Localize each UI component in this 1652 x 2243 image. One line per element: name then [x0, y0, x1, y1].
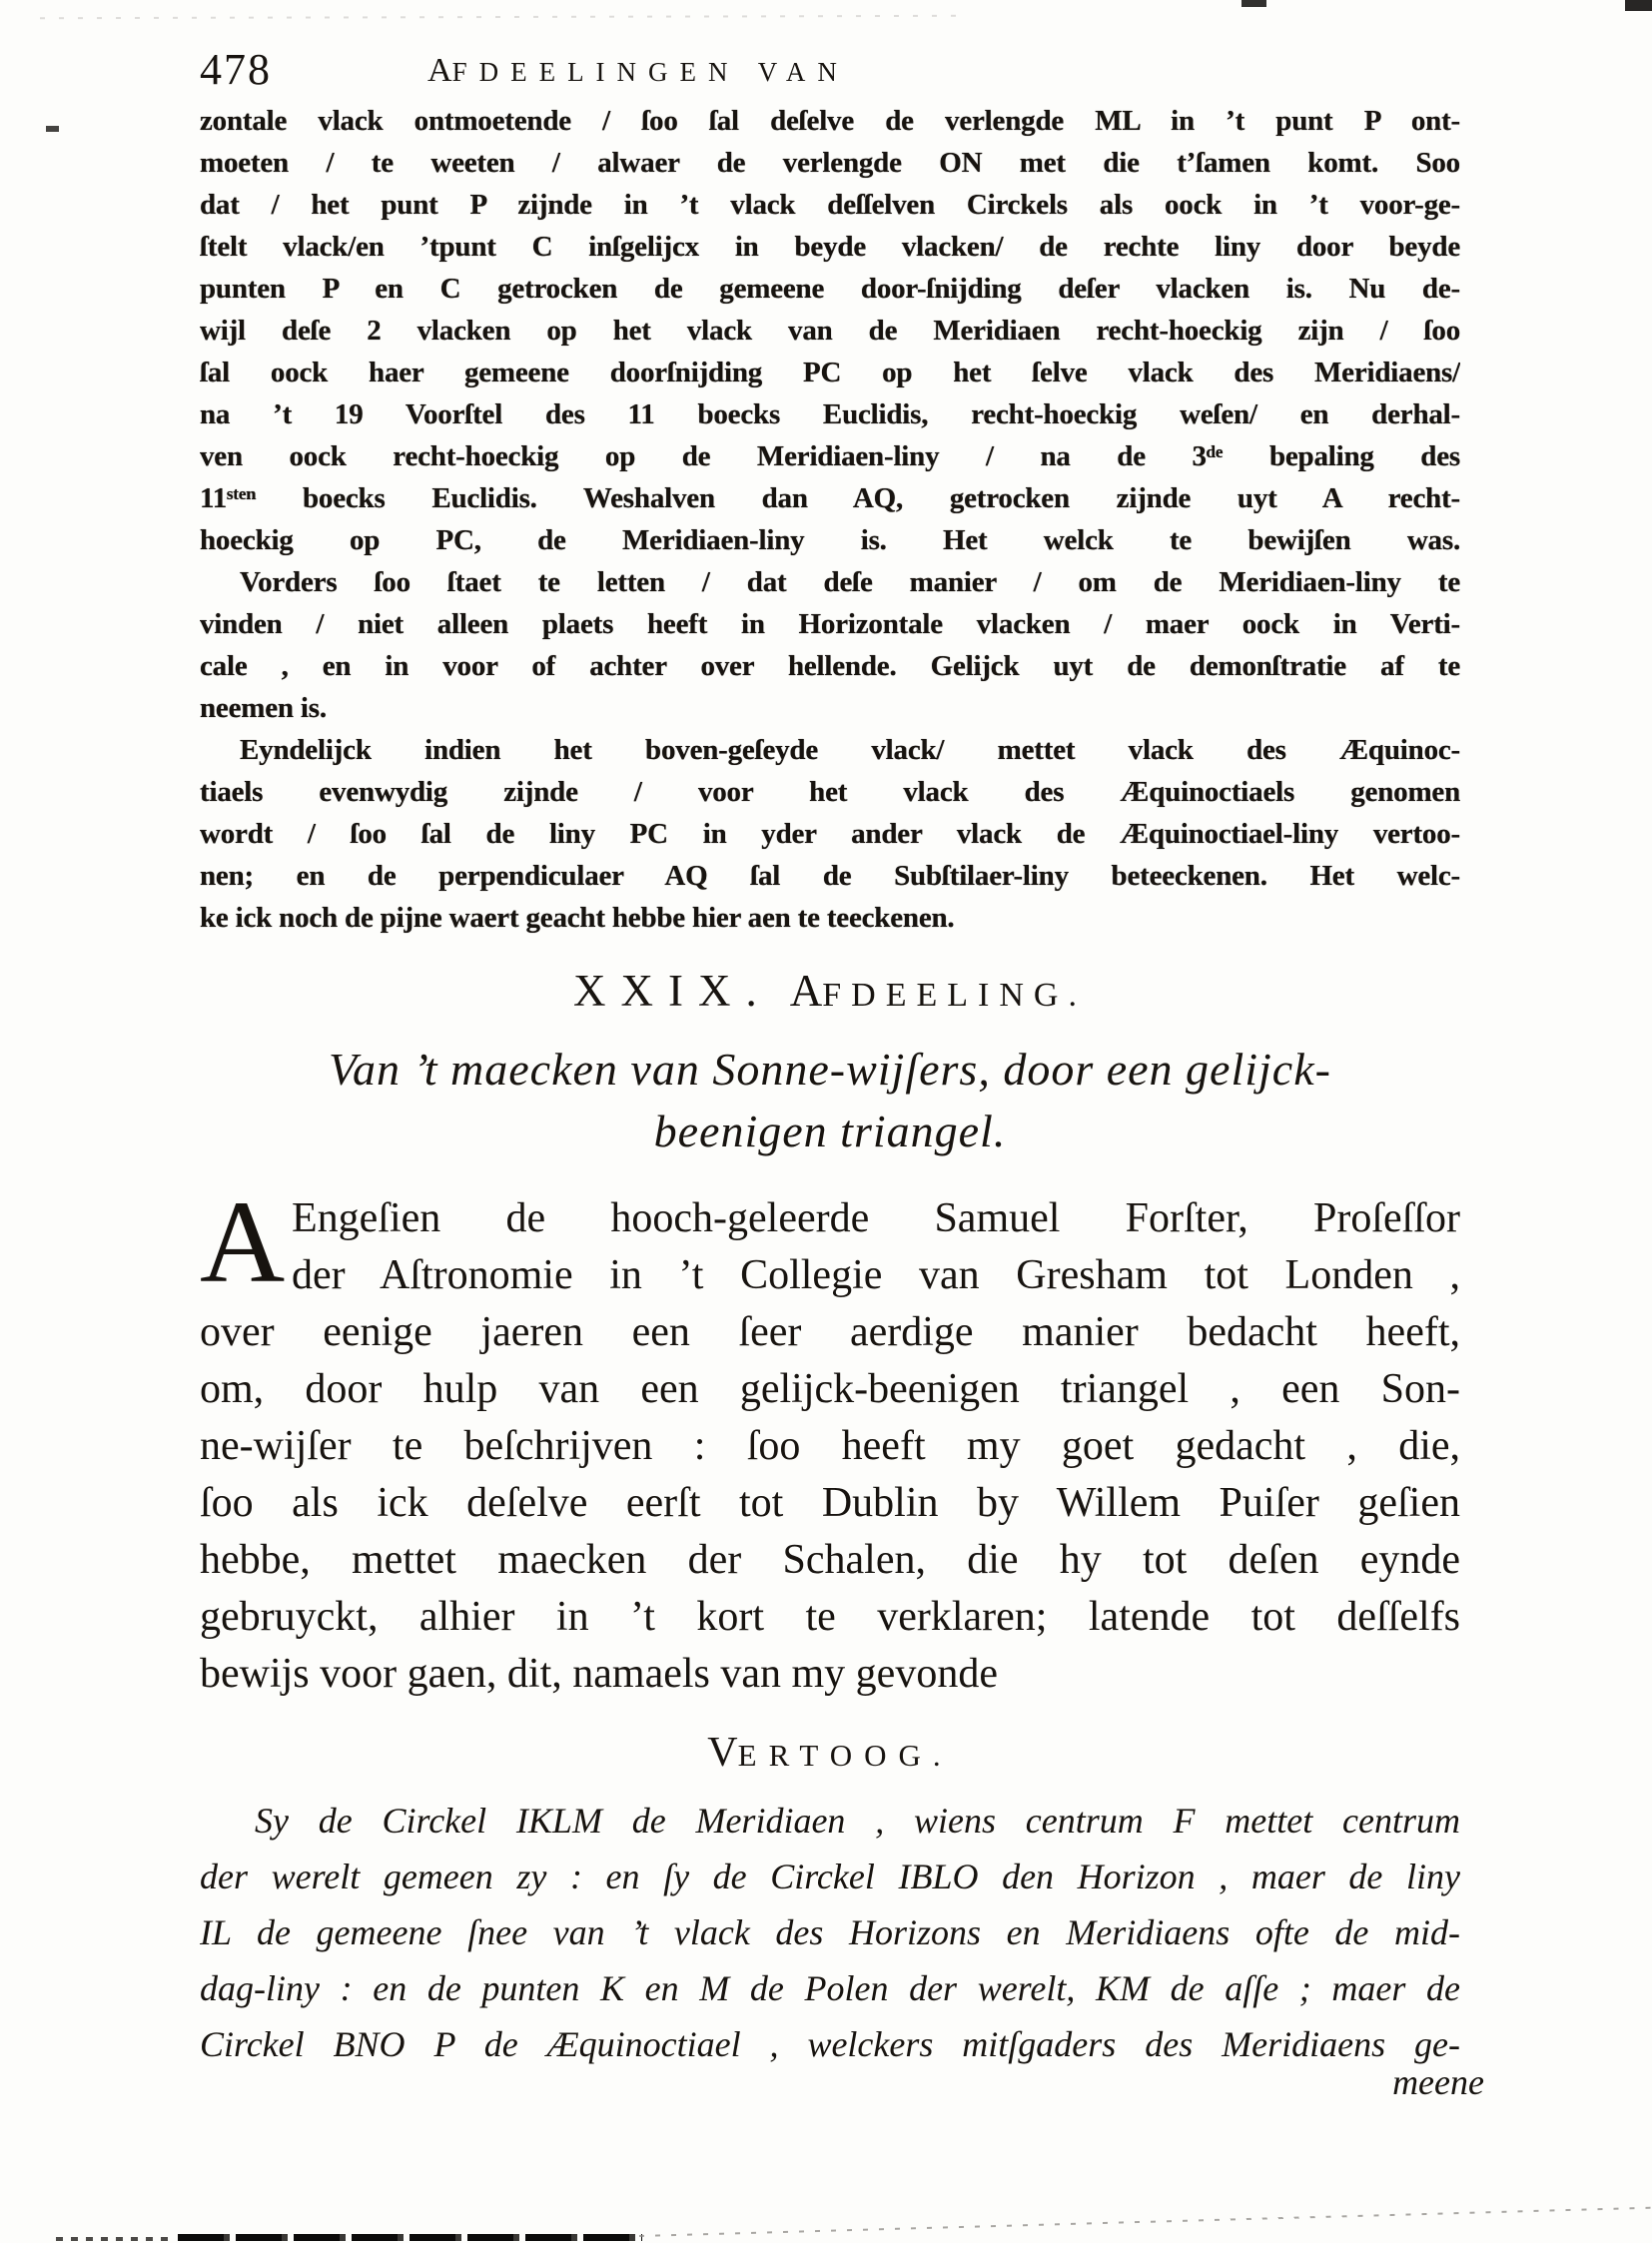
- text-line: hoeckig op PC, de Meridiaen-liny is. Het welck te bewijſen was.: [200, 524, 1460, 556]
- text-line: tiaels evenwydig zijnde / voor het vlack des Æquinoctiaels genomen: [200, 776, 1460, 808]
- vorders-paragraph: [200, 561, 1460, 729]
- section-heading: [200, 965, 1460, 1017]
- text-line: vinden / niet alleen plaets heeft in Horizontale vlacken / maer oock in Verti-: [200, 608, 1460, 640]
- text-line: punten P en C getrocken de gemeene door-ſnijding deſer vlacken is. Nu de-: [200, 273, 1460, 305]
- scan-artifact-bottom-dots: [639, 2207, 1652, 2237]
- text-line: der werelt gemeen zy : en ſy de Circkel IBLO den Horizon , maer de liny: [200, 1857, 1460, 1896]
- page-number: 478: [200, 45, 272, 94]
- text-line: ke ick noch de pijne waert geacht hebbe hier aen te teeckenen.: [200, 902, 955, 934]
- text-line: nen; en de perpendiculaer AQ ſal de Subſtilaer-liny beteeckenen. Het welc-: [200, 860, 1460, 892]
- text-line: wijl deſe 2 vlacken op het vlack van de Meridiaen recht-hoeckig zijn / ſoo: [200, 315, 1460, 347]
- text-line: Eyndelijck indien het boven-geſeyde vlack/ mettet vlack des Æquinoc-: [240, 734, 1460, 766]
- text-line: dag-liny : en de punten K en M de Polen der werelt, KM de aſſe ; maer de: [200, 1968, 1460, 2008]
- text-line: Vorders ſoo ſtaet te letten / dat deſe manier / om de Meridiaen-liny te: [240, 566, 1460, 598]
- opening-paragraph: [200, 100, 1460, 561]
- running-title: [427, 52, 849, 90]
- main-paragraph: [200, 1176, 1460, 1703]
- vertoog-rest: ERTOOG.: [737, 1738, 953, 1773]
- scan-artifact-top-dots: [40, 15, 969, 19]
- drop-cap: A: [200, 1176, 286, 1307]
- text-line: ne-wijſer te beſchrijven : ſoo heeft my goet gedacht , die,: [200, 1423, 1460, 1469]
- vertoog-initial: V: [707, 1730, 738, 1776]
- vertoog-paragraph: [200, 1793, 1460, 2072]
- text-line: wordt / ſoo ſal de liny PC in yder ander vlack de Æquinoctiael-liny vertoo-: [200, 818, 1460, 850]
- text-line: dat / het punt P zijnde in ’t vlack deſſelven Circkels als oock in ’t voor-ge-: [200, 189, 1460, 221]
- scan-artifact-bottom-left: [56, 2237, 174, 2241]
- text-line: om, door hulp van een gelijck-beenigen triangel , een Son-: [200, 1366, 1460, 1412]
- running-title-rest: FDEELINGEN VAN: [451, 57, 849, 87]
- text-line: cale , en in voor of achter over hellende. Gelijck uyt de demonſtratie af te: [200, 650, 1460, 682]
- text-line: ven oock recht-hoeckig op de Meridiaen-liny / na de 3ᵈᵉ bepaling des: [200, 440, 1460, 472]
- vertoog-heading: [200, 1729, 1460, 1777]
- text-line: ſtelt vlack/en ’tpunt C inſgelijcx in beyde vlacken/ de rechte liny door beyde: [200, 231, 1460, 263]
- catchword: meene: [1392, 2062, 1484, 2102]
- scan-artifact-top: [1241, 0, 1266, 7]
- text-line: ſoo als ick deſelve eerſt tot Dublin by Willem Puiſer geſien: [200, 1480, 1460, 1526]
- section-title: [200, 1039, 1460, 1162]
- text-line: der Aſtronomie in ’t Collegie van Gresham tot Londen ,: [292, 1252, 1460, 1298]
- text-line: neemen is.: [200, 692, 327, 724]
- text-line: Circkel BNO P de Æquinoctiael , welckers mitſgaders des Meridiaens ge-: [200, 2024, 1460, 2064]
- text-line: beenigen triangel.: [653, 1106, 1007, 1156]
- section-name-rest: FDEELING.: [822, 977, 1087, 1014]
- text-line: zontale vlack ontmoetende / ſoo ſal deſelve de verlengde ML in ’t punt P ont-: [200, 105, 1460, 137]
- text-line: na ’t 19 Voorſtel des 11 boecks Euclidis, recht-hoeckig weſen/ en derhal-: [200, 398, 1460, 430]
- section-name-initial: A: [789, 966, 823, 1016]
- text-line: ſal oock haer gemeene doorſnijding PC op het ſelve vlack des Meridiaens/: [200, 357, 1460, 388]
- text-line: hebbe, mettet maecken der Schalen, die hy tot deſen eynde: [200, 1537, 1460, 1583]
- scan-artifact-top-corner: [1625, 0, 1652, 11]
- text-line: over eenige jaeren een ſeer aerdige manier bedacht heeft,: [200, 1309, 1460, 1355]
- text-line: gebruyckt, alhier in ’t kort te verklaren; latende tot deſſelfs: [200, 1594, 1460, 1640]
- running-title-initial: A: [427, 52, 452, 89]
- scan-artifact-left-dash: [46, 126, 59, 132]
- text-line: 11ˢᵗᵉⁿ boecks Euclidis. Weshalven dan AQ, getrocken zijnde uyt A recht-: [200, 482, 1460, 514]
- eyndelijck-paragraph: [200, 729, 1460, 939]
- text-line: Sy de Circkel IKLM de Meridiaen , wiens centrum F mettet centrum: [255, 1801, 1460, 1841]
- text-line: Van ’t maecken van Sonne-wijſers, door een gelijck-: [329, 1044, 1331, 1095]
- scan-artifact-bottom-stripe: [178, 2234, 642, 2241]
- text-line: bewijs voor gaen, dit, namaels van my gevonde: [200, 1651, 998, 1697]
- section-number: XXIX.: [573, 966, 772, 1016]
- text-line: Engeſien de hooch-geleerde Samuel Forſter, Proſeſſor: [292, 1195, 1460, 1241]
- text-line: moeten / te weeten / alwaer de verlengde ON met die t’ſamen komt. Soo: [200, 147, 1460, 179]
- text-line: IL de gemeene ſnee van ’t vlack des Horizons en Meridiaens ofte de mid-: [200, 1912, 1460, 1952]
